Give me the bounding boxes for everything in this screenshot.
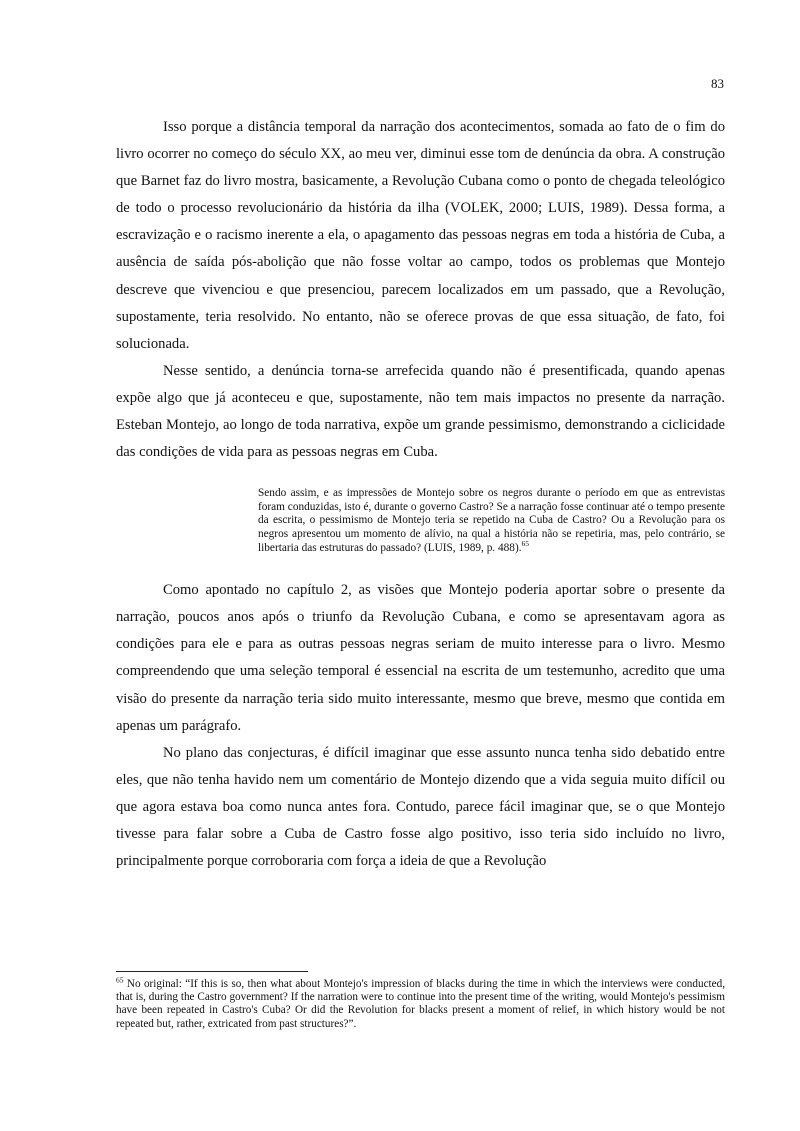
footnote bbox=[116, 975, 726, 1031]
block-quote-text: Sendo assim, e as impressões de Montejo sobre os negros durante o período em que as entrevistas foram conduzidas, isto é, durante o governo Castro? Se a narração fosse continuar até o tempo presente da escrita, o pessimismo de Montejo teria se repetido na Cuba de Castro? Ou a Revolução para os negros apresentou um momento de alívio, na qual a história não se repetiria, mas, pelo contrário, se libertaria das estruturas do passado? (LUIS, 1989, p. 488). bbox=[258, 487, 725, 554]
paragraph: Isso porque a distância temporal da narração dos acontecimentos, somada ao fato de o fim do livro ocorrer no começo do século XX, ao meu ver, diminui esse tom de denúncia da obra. A construção que Barnet faz do livro mostra, basicamente, a Revolução Cubana como o ponto de chegada teleológico de todo o processo revolucionário da história da ilha (VOLEK, 2000; LUIS, 1989). Dessa forma, a escravização e o racismo inerente a ela, o apagamento das pessoas negras em toda a história de Cuba, a ausência de saída pós-abolição que não fosse voltar ao campo, todos os problemas que Montejo descreve que vivenciou e que presenciou, parecem localizados em um passado, que a Revolução, supostamente, teria resolvido. No entanto, não se oferece provas de que essa situação, de fato, foi solucionada. bbox=[116, 119, 725, 352]
page-number: 83 bbox=[711, 76, 724, 91]
footnote-separator bbox=[116, 971, 308, 972]
body-text bbox=[116, 114, 725, 875]
paragraph: Nesse sentido, a denúncia torna-se arrefecida quando não é presentificada, quando apenas expõe algo que já aconteceu e que, supostamente, não tem mais impactos no presente da narração. Esteban Montejo, ao longo de toda narrativa, expõe um grande pessimismo, demonstrando a ciclicidade das condições de vida para as pessoas negras em Cuba. bbox=[116, 362, 725, 461]
block-quote bbox=[258, 487, 725, 555]
paragraph: No plano das conjecturas, é difícil imaginar que esse assunto nunca tenha sido debatido entre eles, que não tenha havido nem um comentário de Montejo dizendo que a vida seguia muito difícil ou que agora estava boa como nunca antes fora. Contudo, parece fácil imaginar que, se o que Montejo tivesse para falar sobre a Cuba de Castro fosse algo positivo, isso teria sido incluído no livro, principalmente porque corroboraria com força a ideia de que a Revolução bbox=[116, 744, 725, 870]
footnote-number: 65 bbox=[116, 975, 124, 985]
paragraph: Como apontado no capítulo 2, as visões que Montejo poderia aportar sobre o presente da narração, poucos anos após o triunfo da Revolução Cubana, e como se apresentavam agora as condições para ele e para as outras pessoas negras seriam de muito interesse para o livro. Mesmo compreendendo que uma seleção temporal é essencial na escrita de um testemunho, acredito que uma visão do presente da narração teria sido muito interessante, mesmo que breve, mesmo que contida em apenas um parágrafo. bbox=[116, 582, 725, 734]
footnote-reference[interactable]: 65 bbox=[521, 538, 530, 548]
footnote-text: No original: “If this is so, then what about Montejo's impression of blacks during the time in which the interviews were conducted, that is, during the Castro government? If the narration were to continue into the present time of the writing, would Montejo's pessimism have been repeated in Castro's Cuba? Or did the Revolution for blacks present a moment of relief, in which history would be not repeated but, rather, extricated from past structures?”. bbox=[116, 978, 726, 1030]
